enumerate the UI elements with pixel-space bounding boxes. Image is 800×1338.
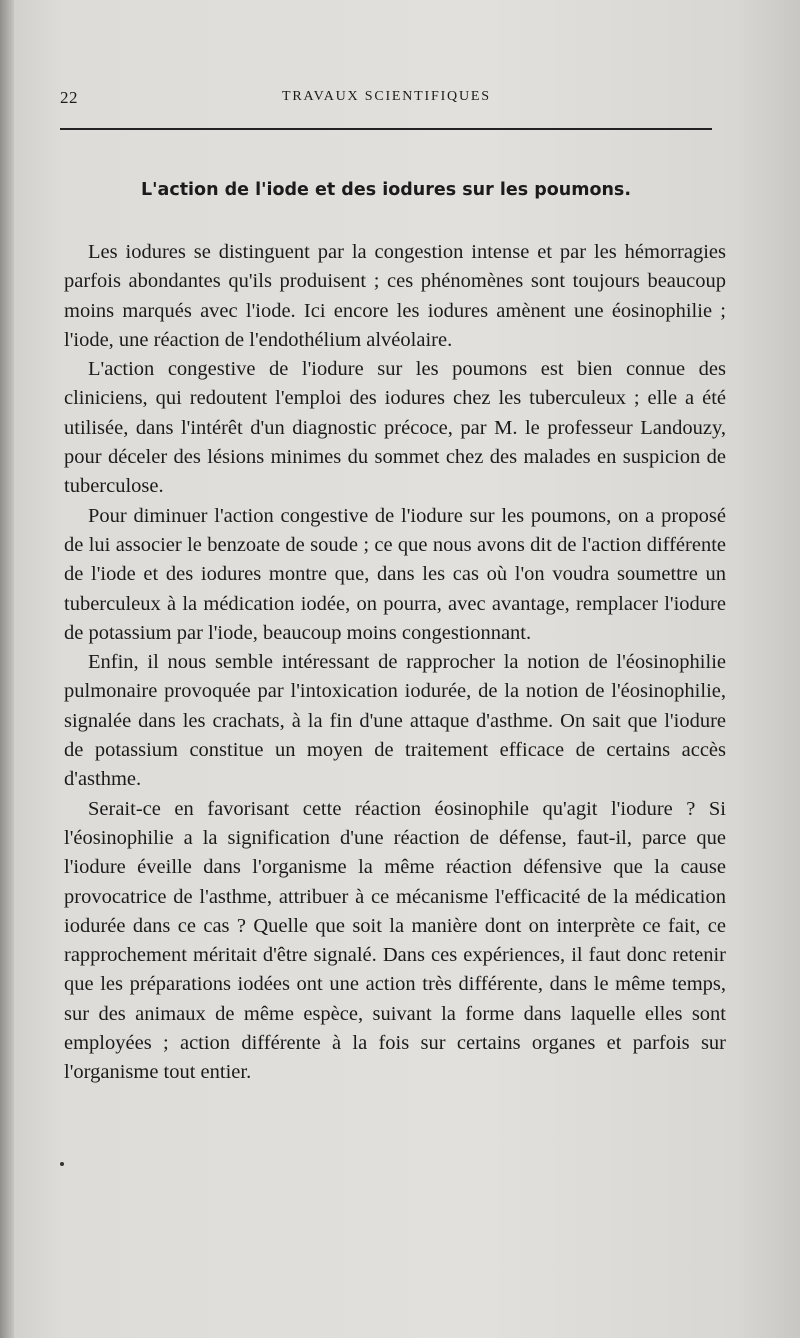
paragraph: Pour diminuer l'action congestive de l'iodure sur les poumons, on a proposé de lui associer le benzoate de soude ; ce que nous avons dit de l'action différente de l'iode et des iodures montre que, dans les cas où l'on voudra soumettre un tuberculeux à la médication iodée, on pourra, avec avantage, remplacer l'iodure de potassium par l'iode, beaucoup moins congestionnant. [64, 504, 726, 644]
body-text [64, 238, 726, 1088]
margin-mark [60, 1162, 64, 1166]
page-binding-edge [0, 0, 14, 1338]
header-rule [60, 128, 712, 130]
paragraph: L'action congestive de l'iodure sur les poumons est bien connue des cliniciens, qui redoutent l'emploi des iodures chez les tuberculeux ; elle a été utilisée, dans l'intérêt d'un diagnostic précoce, par M. le professeur Landouzy, pour déceler des lésions minimes du sommet chez des malades en suspicion de tuberculose. [64, 358, 726, 498]
paragraph: Les iodures se distinguent par la congestion intense et par les hémorragies parfois abondantes qu'ils produisent ; ces phénomènes sont toujours beaucoup moins marqués avec l'iode. Ici encore les iodures amènent une éosinophilie ; l'iode, une réaction de l'endothélium alvéolaire. [64, 241, 726, 351]
section-title: L'action de l'iode et des iodures sur les poumons. [141, 180, 631, 200]
paragraph: Enfin, il nous semble intéressant de rapprocher la notion de l'éosinophilie pulmonaire provoquée par l'intoxication iodurée, de la notion de l'éosinophilie, signalée dans les crachats, à la fin d'une attaque d'asthme. On sait que l'iodure de potassium constitue un moyen de traitement efficace de certains accès d'asthme. [64, 651, 726, 791]
page-number: 22 [60, 88, 78, 107]
running-head: TRAVAUX SCIENTIFIQUES [282, 89, 491, 104]
paragraph: Serait-ce en favorisant cette réaction éosinophile qu'agit l'iodure ? Si l'éosinophilie a la signification d'une réaction de défense, faut-il, parce que l'iodure éveille dans l'organisme la même réaction défensive que la cause provocatrice de l'asthme, attribuer à ce mécanisme l'efficacité de la médication iodurée dans ce cas ? Quelle que soit la manière dont on interprète ce fait, ce rapprochement méritait d'être signalé. Dans ces expériences, il faut donc retenir que les préparations iodées ont une action très différente, dans le même temps, sur des animaux de même espèce, suivant la forme dans laquelle elles sont employées ; action différente à la fois sur certains organes et parfois sur l'organisme tout entier. [64, 797, 726, 1084]
